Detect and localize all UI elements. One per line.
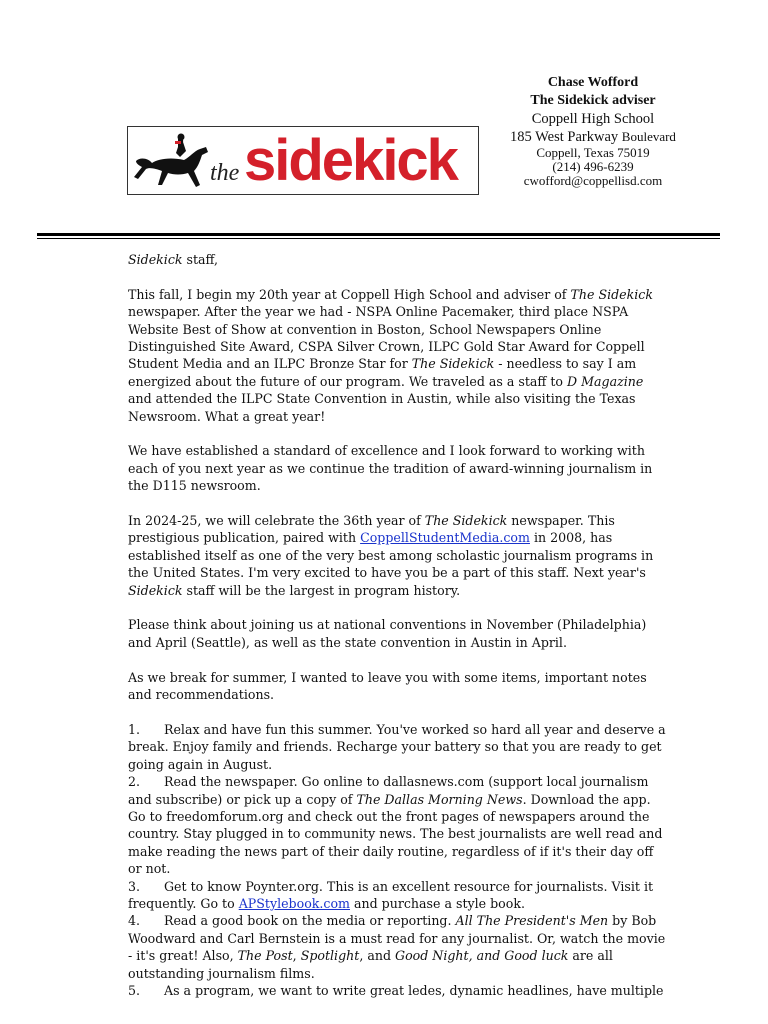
greeting [128, 251, 668, 268]
list-text-4em2: The Post [237, 948, 293, 964]
list-text-4c: , [292, 948, 301, 964]
coppell-student-media-link[interactable]: CoppellStudentMedia.com [360, 530, 530, 546]
greeting-em: Sidekick [128, 252, 183, 267]
contact-block [480, 74, 706, 188]
logo-the-text: the [210, 160, 240, 186]
p1-em1: The Sidekick [570, 286, 653, 302]
list-text-4em4: Good Night, and Good luck [395, 948, 569, 964]
paragraph-1 [128, 286, 668, 425]
list-text-3b: and purchase a style book. [350, 895, 525, 911]
sidekick-logo [127, 126, 479, 195]
apstylebook-link[interactable]: APStylebook.com [238, 895, 350, 911]
list-text-5: As a program, we want to write great ledes, dynamic headlines, have multiple [164, 982, 664, 998]
paragraph-3 [128, 512, 668, 599]
paragraph-5: As we break for summer, I wanted to leave you with some items, important notes and recommendations. [128, 669, 647, 703]
list-text-1: Relax and have fun this summer. You've worked so hard all year and deserve a break. Enjoy family and friends. Recharge your battery so that you are ready to get going again in August. [128, 721, 666, 772]
list-text-4b: by Bob Woodward and Carl Bernstein is a must read for any journalist. Or, watch the movie - it's great! Also, [128, 913, 666, 964]
list-text-2a: Read the newspaper. Go online to dallasnews.com (support local journalism and subscribe) or pick up a copy of [128, 774, 649, 807]
list-number-3: 3. [128, 878, 141, 894]
list-text-4em1: All The President's Men [455, 913, 609, 929]
list-number-4: 4. [128, 913, 141, 929]
header-divider-thick [37, 233, 720, 236]
contact-role: The Sidekick adviser [530, 93, 656, 108]
contact-street-name: 185 West Parkway [510, 129, 619, 145]
letter-body [128, 251, 668, 999]
list-number-1: 1. [128, 721, 141, 737]
p3-em1: The Sidekick [424, 513, 508, 529]
logo-wordmark: sidekick [244, 128, 457, 193]
header-divider-thin [37, 238, 720, 239]
paragraph-4: Please think about joining us at national conventions in November (Philadelphia) and April (Seattle), as well as the state convention in Austin in April. [128, 617, 647, 650]
p1-d: and attended the ILPC State Convention in Austin, while also visiting the Texas Newsroom. What a great year! [128, 391, 636, 424]
list-number-2: 2. [128, 774, 141, 790]
p1-a: This fall, I begin my 20th year at Coppell High School and adviser of [128, 286, 571, 302]
p1-em2: The Sidekick [411, 356, 495, 372]
contact-phone: (214) 496-6239 [552, 159, 634, 174]
list-text-2em: The Dallas Morning News [356, 791, 523, 807]
p3-b: newspaper. This prestigious publication, paired with [128, 513, 615, 546]
list-item-2 [128, 773, 668, 877]
list-text-4d: , and [359, 948, 396, 964]
p3-em2: Sidekick [128, 582, 183, 598]
p1-em3: D Magazine [567, 373, 644, 389]
paragraph-2: We have established a standard of excellence and I look forward to working with each of you next year as we continue the tradition of award-winning journalism in the D115 newsroom. [128, 443, 653, 494]
list-item-5 [128, 982, 668, 999]
list-number-5: 5. [128, 982, 141, 998]
contact-school: Coppell High School [531, 111, 655, 127]
contact-name: Chase Wofford [547, 75, 639, 90]
list-text-3a: Get to know Poynter.org. This is an excellent resource for journalists. Visit it frequently. Go to [128, 878, 654, 911]
greeting-rest: staff, [182, 252, 219, 267]
list-text-4e: are all outstanding journalism films. [128, 948, 613, 981]
list-item-1 [128, 721, 668, 773]
list-text-4em3: Spotlight [300, 948, 360, 964]
contact-email: cwofford@coppellisd.com [523, 173, 663, 188]
p3-c: in 2008, has established itself as one of the very best among scholastic journalism programs in the United States. I'm very excited to have you be a part of this staff. Next year's [128, 530, 654, 581]
list-item-4 [128, 912, 668, 982]
p3-a: In 2024-25, we will celebrate the 36th year of [128, 513, 425, 529]
contact-street-suffix: Boulevard [621, 129, 676, 144]
contact-city: Coppell, Texas 75019 [536, 145, 650, 160]
p1-c: - needless to say I am energized about the future of our program. We traveled as a staff to [128, 356, 637, 389]
p3-d: staff will be the largest in program history. [182, 582, 461, 598]
list-item-3 [128, 878, 668, 913]
p1-b: newspaper. After the year we had - NSPA Online Pacemaker, third place NSPA Website Best of Show at convention in Boston, School Newspapers Online Distinguished Site Award, CSPA Silver Crown, ILPC Gold Star Award for Coppell Student Media and an ILPC Bronze Star for [128, 304, 645, 372]
contact-street [480, 128, 706, 146]
list-text-2b: . Download the app. Go to freedomforum.org and check out the front pages of newspapers around the country. Stay plugged in to community news. The best journalists are well read and make reading the news part of their daily routine, regardless of if it's their day off or not. [128, 791, 663, 877]
list-text-4a: Read a good book on the media or reporting. [164, 913, 456, 929]
